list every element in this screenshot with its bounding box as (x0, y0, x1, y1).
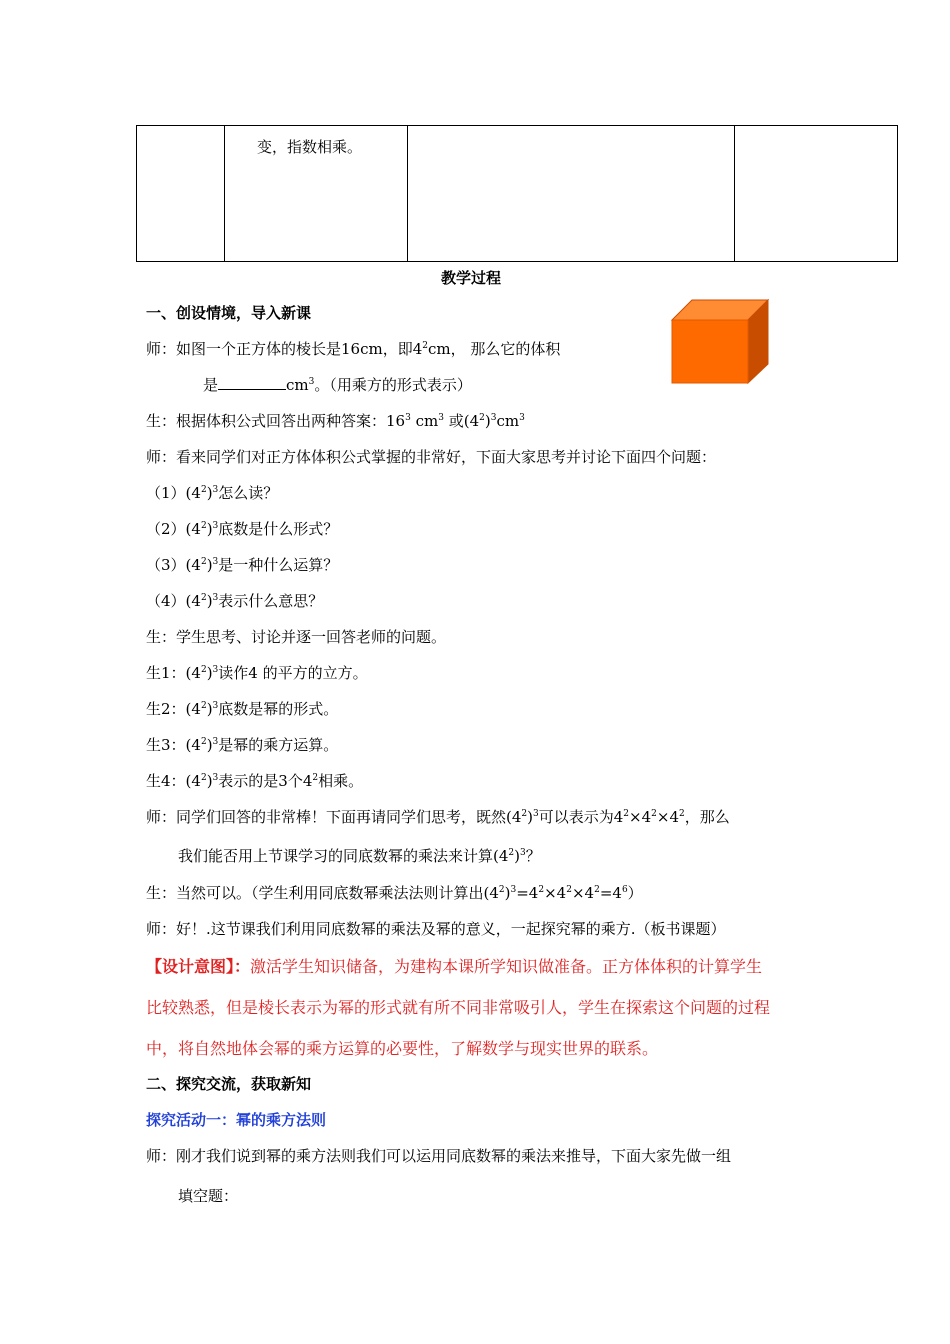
paragraph-teacher-2: 师：看来同学们对正方体体积公式掌握的非常好，下面大家思考并讨论下面四个问题： (146, 448, 717, 466)
paragraph-teacher-5a: 师：刚才我们说到幂的乘方法则我们可以运用同底数幂的乘法来推导，下面大家先做一组 (146, 1147, 732, 1165)
answer-blank[interactable] (218, 375, 286, 390)
table-cell-1 (137, 126, 225, 262)
paragraph-teacher-1a: 师：如图一个正方体的棱长是16cm，即$4^2cm$， 那么它的体积 (146, 340, 561, 358)
heading-1: 一、创设情境，导入新课 (146, 304, 312, 322)
paragraph-teacher-4: 师：好！.这节课我们利用同底数幂的乘法及幂的意义，一起探究幂的乘方.（板书课题） (146, 920, 726, 938)
question-3: $(3)(4^2)^3$是一种什么运算？ (146, 556, 339, 574)
table-cell-text: 变，指数相乘。 (257, 138, 363, 156)
paragraph-student-3: 生：当然可以。（学生利用同底数幂乘法法则计算出$(4^2)^3=4^2\times 4^2\times 4^2=4^6$） (146, 884, 643, 902)
design-intent-line-1: 【设计意图】：激活学生知识储备，为建构本课所学知识做准备。正方体体积的计算学生 (146, 957, 763, 976)
answer-4: 生4：$(4^2)^3$表示的是3个$4^2$相乘。 (146, 772, 364, 790)
table-cell-2 (225, 126, 408, 262)
answer-3: 生3：$(4^2)^3$是幂的乘方运算。 (146, 736, 339, 754)
section-title: 教学过程 (441, 269, 502, 287)
paragraph-teacher-3b: 我们能否用上节课学习的同底数幂的乘法来计算$(4^2)^3$？ (178, 847, 541, 865)
table-cell-3 (408, 126, 735, 262)
question-4: $(4)(4^2)^3$表示什么意思？ (146, 592, 324, 610)
table-cell-4 (735, 126, 898, 262)
paragraph-teacher-5b: 填空题： (178, 1187, 239, 1205)
question-1: $(1)(4^2)^3$怎么读？ (146, 484, 279, 502)
heading-2: 二、探究交流，获取新知 (146, 1075, 312, 1093)
paragraph-teacher-1b: 是 $cm^3$。（用乘方的形式表示） (203, 376, 472, 394)
activity-1-title: 探究活动一：幂的乘方法则 (146, 1111, 327, 1129)
paragraph-teacher-3a: 师：同学们回答的非常棒！下面再请同学们思考，既然$(4^2)^3$可以表示为$4^2\times 4^2\times 4^2$，那么 (146, 808, 730, 826)
paragraph-student-1: 生：根据体积公式回答出两种答案：$16^3$ $cm^3$ 或$(4^2)^3cm^3$ (146, 412, 525, 430)
answer-2: 生2：$(4^2)^3$底数是幂的形式。 (146, 700, 339, 718)
answer-1: 生1：$(4^2)^3$读作4 的平方的立方。 (146, 664, 368, 682)
cube-image (670, 298, 770, 384)
design-intent-line-2: 比较熟悉，但是棱长表示为幂的形式就有所不同非常吸引人，学生在探索这个问题的过程 (146, 998, 771, 1017)
design-intent-line-3: 中，将自然地体会幂的乘方运算的必要性，了解数学与现实世界的联系。 (146, 1039, 659, 1058)
question-2: $(2)(4^2)^3$底数是什么形式？ (146, 520, 339, 538)
design-intent-label: 【设计意图】： (146, 957, 251, 976)
paragraph-student-2: 生：学生思考、讨论并逐一回答老师的问题。 (146, 628, 447, 646)
lesson-table-row (136, 125, 898, 262)
